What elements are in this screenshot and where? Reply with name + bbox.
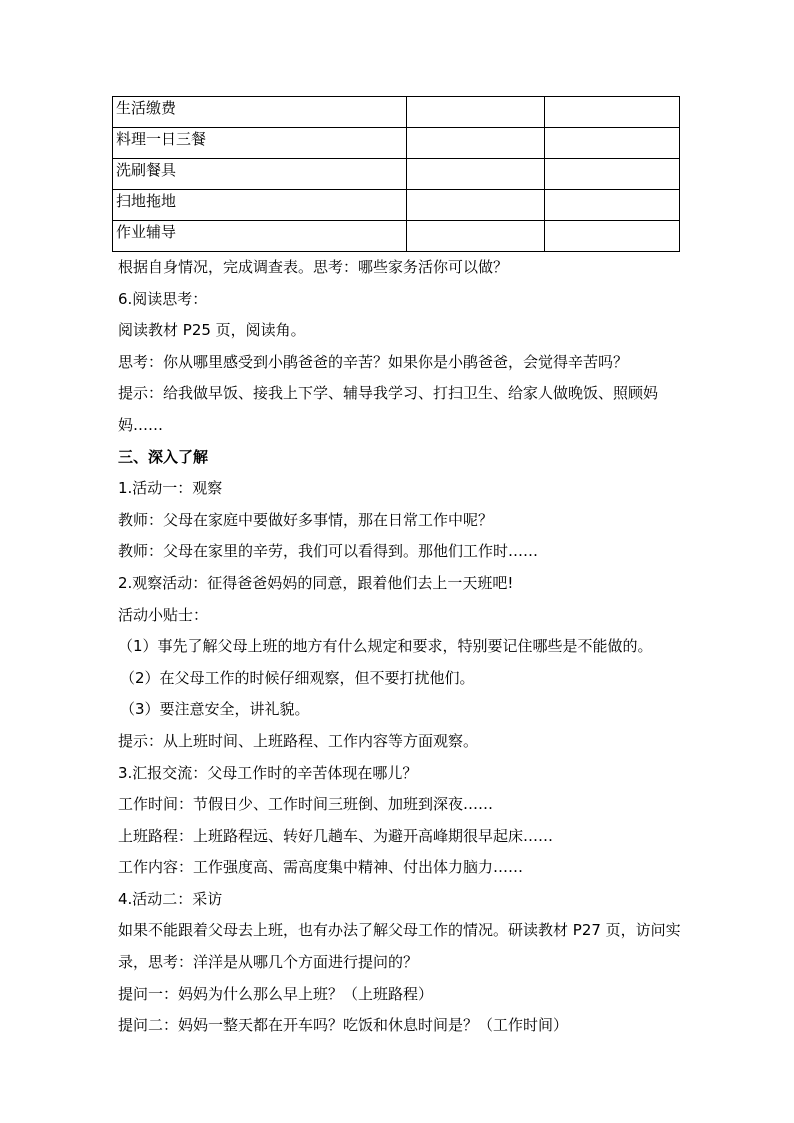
table-cell [407,128,545,159]
table-cell [407,221,545,252]
reading-question: 思考：你从哪里感受到小鹃爸爸的辛苦？如果你是小鹃爸爸，会觉得辛苦吗？ [118,352,629,371]
table-row [113,190,680,221]
table-cell [407,190,545,221]
table-cell-chore: 生活缴费 [113,97,407,128]
table-cell-chore: 作业辅导 [113,221,407,252]
report-commute: 上班路程：上班路程远、转好几趟车、为避开高峰期很早起床…… [118,826,554,845]
table-cell [545,97,680,128]
tips-title: 活动小贴士： [118,605,209,624]
report-title: 3.汇报交流：父母工作时的辛苦体现在哪儿？ [118,763,418,782]
survey-instruction: 根据自身情况，完成调查表。思考：哪些家务活你可以做？ [118,258,509,276]
question-two: 提问二：妈妈一整天都在开车吗？吃饭和休息时间是？（工作时间） [118,1016,569,1035]
table-row [113,159,680,190]
teacher-line: 教师：父母在家庭中要做好多事情，那在日常工作中呢？ [118,510,494,529]
activity-two-title: 4.活动二：采访 [118,889,223,908]
table-cell-chore: 扫地拖地 [113,190,407,221]
tip-item: （3）要注意安全，讲礼貌。 [120,700,310,719]
interview-instruction: 如果不能跟着父母去上班，也有办法了解父母工作的情况。研读教材 P27 页，访问实录，思考：洋洋是从哪几个方面进行提问的？ [118,921,681,972]
tip-item: （1）事先了解父母上班的地方有什么规定和要求，特别要记住哪些是不能做的。 [118,637,653,656]
reading-instruction: 阅读教材 P25 页，阅读角。 [118,321,306,340]
table-cell [407,97,545,128]
lesson-body [118,252,688,1042]
activity-one-title: 1.活动一：观察 [118,479,223,498]
section-heading: 三、深入了解 [118,447,209,466]
chores-survey-table [112,96,680,252]
report-work-content: 工作内容：工作强度高、需高度集中精神、付出体力脑力…… [118,858,524,877]
table-cell [545,159,680,190]
teacher-line: 教师：父母在家里的辛劳，我们可以看得到。那他们工作时…… [118,542,539,561]
observation-activity: 2.观察活动：征得爸爸妈妈的同意，跟着他们去上一天班吧! [118,573,514,592]
reading-hint: 提示：给我做早饭、接我上下学、辅导我学习、打扫卫生、给家人做晚饭、照顾妈妈…… [118,384,659,434]
section-reading-title: 6.阅读思考： [118,289,208,308]
report-work-time: 工作时间：节假日少、工作时间三班倒、加班到深夜…… [118,795,494,814]
table-cell-chore: 洗刷餐具 [113,159,407,190]
table-cell [407,159,545,190]
table-row [113,97,680,128]
tip-item: （2）在父母工作的时候仔细观察，但不要打扰他们。 [120,668,475,687]
table-cell-chore: 料理一日三餐 [113,128,407,159]
table-row [113,128,680,159]
table-cell [545,221,680,252]
table-row [113,221,680,252]
question-one: 提问一：妈妈为什么那么早上班？（上班路程） [118,984,434,1003]
observation-hint: 提示：从上班时间、上班路程、工作内容等方面观察。 [118,731,479,750]
table-cell [545,190,680,221]
table-cell [545,128,680,159]
